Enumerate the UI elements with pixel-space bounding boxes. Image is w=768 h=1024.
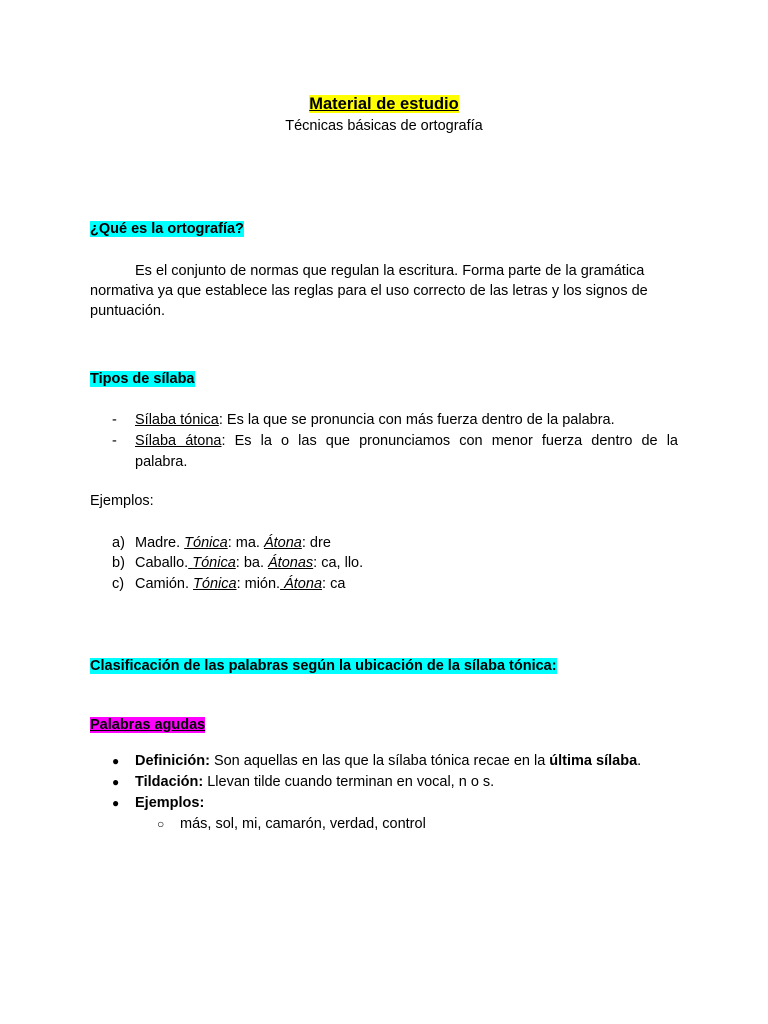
term-silaba-tonica: Sílaba tónica — [135, 412, 219, 428]
document-title — [90, 93, 678, 115]
examples-label: Ejemplos: — [90, 493, 154, 509]
document-subtitle: Técnicas básicas de ortografía — [285, 118, 483, 134]
bullet-icon: ● — [112, 754, 120, 768]
paragraph-line-2: normativa ya que establece las reglas para el uso correcto de las letras y los signos de — [90, 283, 648, 299]
section-heading-tipos-silaba: Tipos de sílaba — [90, 371, 195, 387]
term-silaba-atona: Sílaba átona — [135, 433, 222, 449]
paragraph-line-1: Es el conjunto de normas que regulan la escritura. Forma parte de la gramática — [135, 263, 645, 279]
title-text: Material de estudio — [309, 95, 459, 113]
bullet-icon: ● — [112, 796, 120, 810]
bullet-icon: ● — [112, 775, 120, 789]
sub-bullet-icon: ○ — [157, 817, 165, 831]
document-page: Material de estudio Técnicas básicas de ortografía ¿Qué es la ortografía? Es el conjunto de normas que regulan la escritura. Forma parte de la gramática normativa ya que establece las reglas para el uso correcto de las letras y los signos de puntuación. Tipos de sílaba - Sílaba tónica: Es la que se pronuncia con más fuerza dentro de la palabra. - Sílaba átona: Es la o las que pronunciamos con menor fuerza dentro de la palabra. Ejemplos: a) Madre. Tónica: ma. Átona: dre b) Caballo. Tónica: ba. Átonas: ca, llo. c) Camión. Tónica: mión. Átona: ca Clasificación de las palabras según la ubicación de la sílaba tónica: Palabras agudas ● Definición: Son aquellas en las que la sílaba tónica recae en la última sílaba. ● Tildación: Llevan tilde cuando terminan en vocal, n o s. ● Ejemplos: ○ más, sol, mi, camarón, verdad, control — [90, 95, 678, 832]
section-heading-clasificacion: Clasificación de las palabras según la ubicación de la sílaba tónica: — [90, 658, 557, 674]
section-heading-ortografia: ¿Qué es la ortografía? — [90, 221, 244, 237]
section-heading-palabras-agudas: Palabras agudas — [90, 717, 206, 733]
paragraph-line-3: puntuación. — [90, 303, 165, 319]
